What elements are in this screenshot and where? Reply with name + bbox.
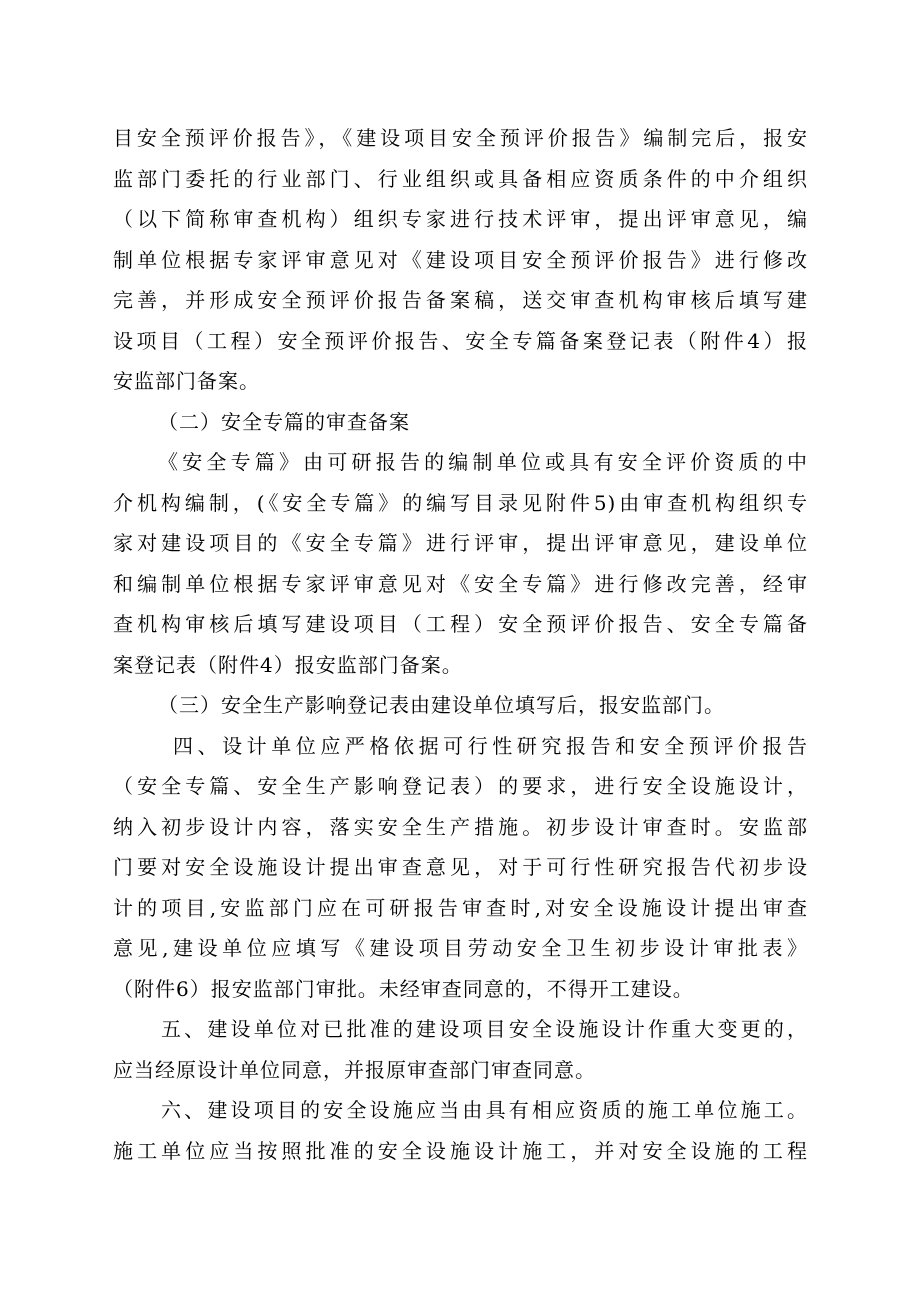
text-line: 完善，并形成安全预评价报告备案稿，送交审查机构审核后填写建 (113, 288, 808, 312)
text-line: 安监部门备案。 (113, 369, 260, 393)
text-line: 查机构审核后填写建设项目（工程）安全预评价报告、安全专篇备 (113, 612, 808, 636)
text-line: 制单位根据专家评审意见对《建设项目安全预评价报告》进行修改 (113, 247, 808, 272)
document-body (113, 118, 808, 1171)
text-line: （三）安全生产影响登记表由建设单位填写后，报安监部门。 (158, 693, 725, 717)
text-line: （以下简称审查机构）组织专家进行技术评审，提出评审意见，编 (113, 207, 808, 231)
text-line: 案登记表（附件4）报安监部门备案。 (113, 652, 463, 677)
text-line: 家对建设项目的《安全专篇》进行评审，提出评审意见，建设单位 (113, 531, 808, 555)
text-line: 四、设计单位应严格依据可行性研究报告和安全预评价报告 (173, 733, 808, 758)
text-line: 介机构编制，(《安全专篇》的编写目录见附件5)由审查机构组织专 (113, 490, 808, 515)
section-heading: （二）安全专篇的审查备案 (158, 409, 410, 434)
text-line: 施工单位应当按照批准的安全设施设计施工，并对安全设施的工程 (113, 1138, 808, 1163)
text-line: 意见,建设单位应填写《建设项目劳动安全卫生初步设计审批表》 (113, 936, 808, 960)
text-line: 五、建设单位对已批准的建设项目安全设施设计作重大变更的， (161, 1017, 808, 1041)
text-line: 和编制单位根据专家评审意见对《安全专篇》进行修改完善，经审 (113, 571, 808, 596)
text-line: （附件6）报安监部门审批。未经审查同意的，不得开工建设。 (113, 976, 694, 1001)
text-line: 设项目（工程）安全预评价报告、安全专篇备案登记表（附件4）报 (113, 328, 808, 353)
text-line: 《安全专篇》由可研报告的编制单位或具有安全评价资质的中 (158, 450, 808, 474)
text-line: 监部门委托的行业部门、行业组织或具备相应资质条件的中介组织 (113, 166, 808, 191)
text-line: 纳入初步设计内容，落实安全生产措施。初步设计审查时。安监部 (113, 814, 808, 839)
text-line: 应当经原设计单位同意，并报原审查部门审查同意。 (113, 1057, 596, 1082)
text-line: 计的项目,安监部门应在可研报告审查时,对安全设施设计提出审查 (113, 895, 808, 920)
text-line: 六、建设项目的安全设施应当由具有相应资质的施工单位施工。 (161, 1098, 808, 1122)
text-line: 目安全预评价报告》，《建设项目安全预评价报告》编制完后，报安 (113, 126, 808, 150)
text-line: （安全专篇、安全生产影响登记表）的要求，进行安全设施设计， (113, 774, 808, 798)
text-line: 门要对安全设施设计提出审查意见，对于可行性研究报告代初步设 (113, 855, 808, 879)
